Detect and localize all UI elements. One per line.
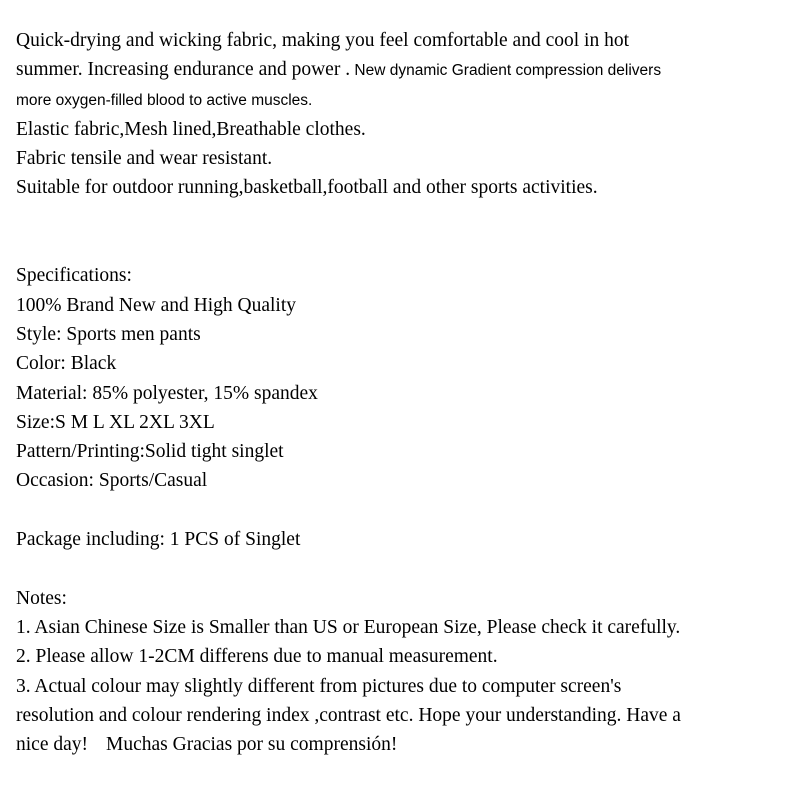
intro-line-serif-part: summer. Increasing endurance and power .	[16, 59, 351, 81]
notes-heading: Notes:	[16, 587, 67, 609]
spacer	[16, 496, 788, 525]
note-item: 1. Asian Chinese Size is Smaller than US or European Size, Please check it carefully.	[16, 616, 681, 638]
spacer	[16, 554, 788, 583]
intro-line: Fabric tensile and wear resistant.	[16, 148, 273, 170]
note-item: 2. Please allow 1-2CM differens due to manual measurement.	[16, 646, 498, 668]
spec-item: Occasion: Sports/Casual	[16, 470, 208, 492]
notes-section	[16, 584, 788, 760]
intro-line-sans-part: New dynamic Gradient compression delivers	[350, 62, 662, 80]
spec-item: Size:S M L XL 2XL 3XL	[16, 411, 215, 433]
intro-section	[16, 26, 788, 203]
intro-line: Quick-drying and wicking fabric, making you feel comfortable and cool in hot	[16, 30, 629, 51]
specifications-heading: Specifications:	[16, 265, 132, 287]
package-line: Package including: 1 PCS of Singlet	[16, 529, 301, 551]
intro-line	[16, 55, 788, 85]
spec-item: 100% Brand New and High Quality	[16, 294, 296, 316]
note-item-continued: resolution and colour rendering index ,contrast etc. Hope your understanding. Have a	[16, 704, 681, 726]
intro-line: more oxygen-filled blood to active muscles.	[16, 91, 313, 109]
spec-item: Pattern/Printing:Solid tight singlet	[16, 441, 284, 463]
spacer	[16, 203, 788, 262]
spec-item: Material: 85% polyester, 15% spandex	[16, 382, 318, 404]
note-item-continued	[16, 730, 788, 759]
note-closing-text: nice day!	[16, 734, 89, 756]
spec-item: Color: Black	[16, 353, 117, 375]
specifications-section	[16, 261, 788, 495]
note-item: 3. Actual colour may slightly different from pictures due to computer screen's	[16, 675, 622, 697]
note-thanks-text: Muchas Gracias por su comprensión!	[106, 734, 398, 756]
intro-line: Suitable for outdoor running,basketball,football and other sports activities.	[16, 177, 598, 199]
product-description	[16, 26, 788, 759]
spec-item: Style: Sports men pants	[16, 323, 201, 345]
intro-line: Elastic fabric,Mesh lined,Breathable clothes.	[16, 118, 366, 140]
